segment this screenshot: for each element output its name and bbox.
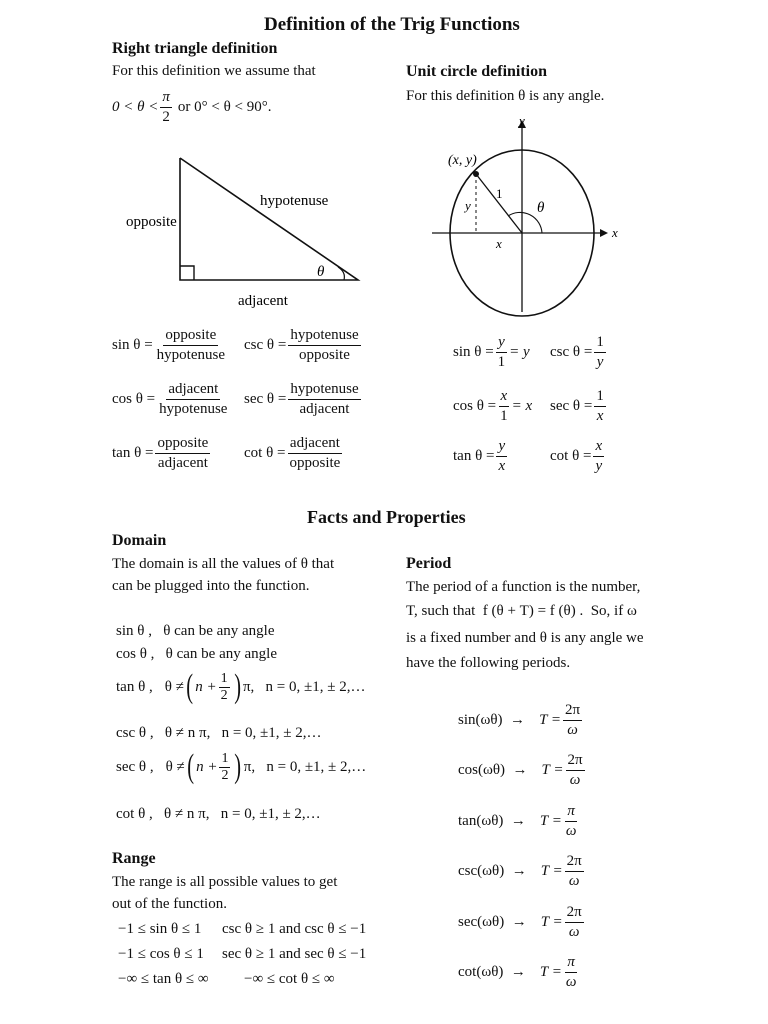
angle-arc bbox=[338, 267, 344, 280]
right-triangle-heading: Right triangle definition bbox=[112, 40, 278, 57]
period-cot: cot(ωθ) → T = $\frac{\pi}{\omega}$ bbox=[458, 954, 577, 990]
radius-line bbox=[476, 174, 522, 233]
uc-cos-def: cos θ = $\frac{x}{1}$ = x bbox=[453, 388, 533, 424]
period-line-3: is a fixed number and θ is any angle we bbox=[406, 630, 644, 646]
rt-csc-def: csc θ = $\frac{\text{hypotenuse}}{\text{opposite}}$ bbox=[244, 327, 359, 363]
domain-line-2: can be plugged into the function. bbox=[112, 578, 310, 594]
right-angle-marker bbox=[180, 266, 194, 280]
y-segment-label: y bbox=[465, 198, 471, 213]
domain-cos: cos θ , θ can be any angle bbox=[116, 646, 277, 662]
range-heading: Range bbox=[112, 850, 156, 867]
condition-two: 2 bbox=[162, 109, 170, 125]
triangle-shape bbox=[180, 158, 358, 280]
x-segment-label: x bbox=[496, 236, 502, 251]
period-cos: cos(ωθ) → T = $\frac{2\pi}{\omega}$ bbox=[458, 752, 583, 788]
domain-heading: Domain bbox=[112, 532, 167, 549]
domain-cot: cot θ , θ ≠ n π, n = 0, ±1, ± 2,… bbox=[116, 806, 321, 822]
unit-circle-intro: For this definition θ is any angle. bbox=[406, 88, 605, 104]
uc-cot-def: cot θ = $\frac{x}{y}$ bbox=[550, 438, 603, 474]
uc-csc-def: csc θ = $\frac{1}{y}$ bbox=[550, 334, 604, 370]
rt-cos-def: cos θ = $\frac{\text{adjacent}}{\text{hypotenuse}}$ bbox=[112, 381, 228, 417]
adjacent-label: adjacent bbox=[238, 293, 288, 309]
domain-sec: sec θ , θ ≠ ( n + $\frac{1}{2}$ ) π, n = 0, ±1, ± 2,… bbox=[116, 748, 367, 785]
x-axis-label: x bbox=[612, 225, 618, 240]
left-paren: ( bbox=[187, 748, 194, 785]
range-sin: −1 ≤ sin θ ≤ 1 bbox=[118, 921, 202, 937]
domain-sin: sin θ , θ can be any angle bbox=[116, 623, 275, 639]
unit-circle-heading: Unit circle definition bbox=[406, 63, 548, 80]
period-tan: tan(ωθ) → T = $\frac{\pi}{\omega}$ bbox=[458, 803, 577, 839]
period-line-1: The period of a function is the number, bbox=[406, 579, 641, 595]
point-label: (x, y) bbox=[448, 153, 477, 168]
uc-sec-def: sec θ = $\frac{1}{x}$ bbox=[550, 388, 604, 424]
condition-lhs: 0 < θ < bbox=[112, 99, 159, 115]
range-cos: −1 ≤ cos θ ≤ 1 bbox=[118, 946, 204, 962]
range-line-1: The range is all possible values to get bbox=[112, 874, 338, 890]
right-paren: ) bbox=[234, 748, 242, 785]
unit-circle-diagram bbox=[420, 112, 620, 327]
right-triangle-diagram bbox=[110, 150, 390, 315]
radius-label: 1 bbox=[496, 186, 503, 201]
rt-sin-def: sin θ = $\frac{\text{opposite}}{\text{hypotenuse}}$ bbox=[112, 327, 225, 363]
uc-tan-def: tan θ = $\frac{y}{x}$ bbox=[453, 438, 506, 474]
range-sec: sec θ ≥ 1 and sec θ ≤ −1 bbox=[222, 946, 367, 962]
rt-sec-def: sec θ = $\frac{\text{hypotenuse}}{\text{adjacent}}$ bbox=[244, 381, 359, 417]
domain-csc: csc θ , θ ≠ n π, n = 0, ±1, ± 2,… bbox=[116, 725, 322, 741]
rt-tan-def: tan θ = $\frac{\text{opposite}}{\text{adjacent}}$ bbox=[112, 435, 209, 471]
angle-condition bbox=[112, 88, 272, 127]
facts-title: Facts and Properties bbox=[307, 507, 466, 527]
right-triangle-intro: For this definition we assume that bbox=[112, 63, 316, 79]
uc-sin-def: sin θ = $\frac{y}{1}$ = y bbox=[453, 334, 530, 370]
range-csc: csc θ ≥ 1 and csc θ ≤ −1 bbox=[222, 921, 367, 937]
unit-theta-label: θ bbox=[537, 200, 545, 216]
period-sec: sec(ωθ) → T = $\frac{2\pi}{\omega}$ bbox=[458, 904, 582, 940]
period-csc: csc(ωθ) → T = $\frac{2\pi}{\omega}$ bbox=[458, 853, 582, 889]
point-marker bbox=[473, 171, 479, 177]
domain-tan: tan θ , θ ≠ ( n + $\frac{1}{2}$ ) π, n = 0, ±1, ± 2,… bbox=[116, 668, 366, 705]
x-axis-arrow bbox=[600, 229, 608, 237]
opposite-label: opposite bbox=[126, 214, 177, 230]
range-line-2: out of the function. bbox=[112, 896, 227, 912]
hypotenuse-label: hypotenuse bbox=[260, 193, 329, 209]
condition-pi: π bbox=[160, 88, 172, 108]
domain-line-1: The domain is all the values of θ that bbox=[112, 556, 335, 572]
y-axis-label: y bbox=[519, 113, 525, 128]
left-paren: ( bbox=[186, 668, 193, 705]
range-tan: −∞ ≤ tan θ ≤ ∞ bbox=[118, 971, 209, 987]
period-line-4: have the following periods. bbox=[406, 655, 571, 671]
condition-rhs: or 0° < θ < 90°. bbox=[177, 99, 272, 115]
right-paren: ) bbox=[233, 668, 241, 705]
theta-label: θ bbox=[317, 264, 325, 280]
period-line-2: T, such that f (θ + T) = f (θ) . So, if ω bbox=[406, 603, 637, 619]
period-sin: sin(ωθ) → T = $\frac{2\pi}{\omega}$ bbox=[458, 702, 581, 738]
range-cot: −∞ ≤ cot θ ≤ ∞ bbox=[244, 971, 335, 987]
page-title: Definition of the Trig Functions bbox=[264, 14, 520, 35]
rt-cot-def: cot θ = $\frac{\text{adjacent}}{\text{opposite}}$ bbox=[244, 435, 341, 471]
period-heading: Period bbox=[406, 555, 452, 572]
